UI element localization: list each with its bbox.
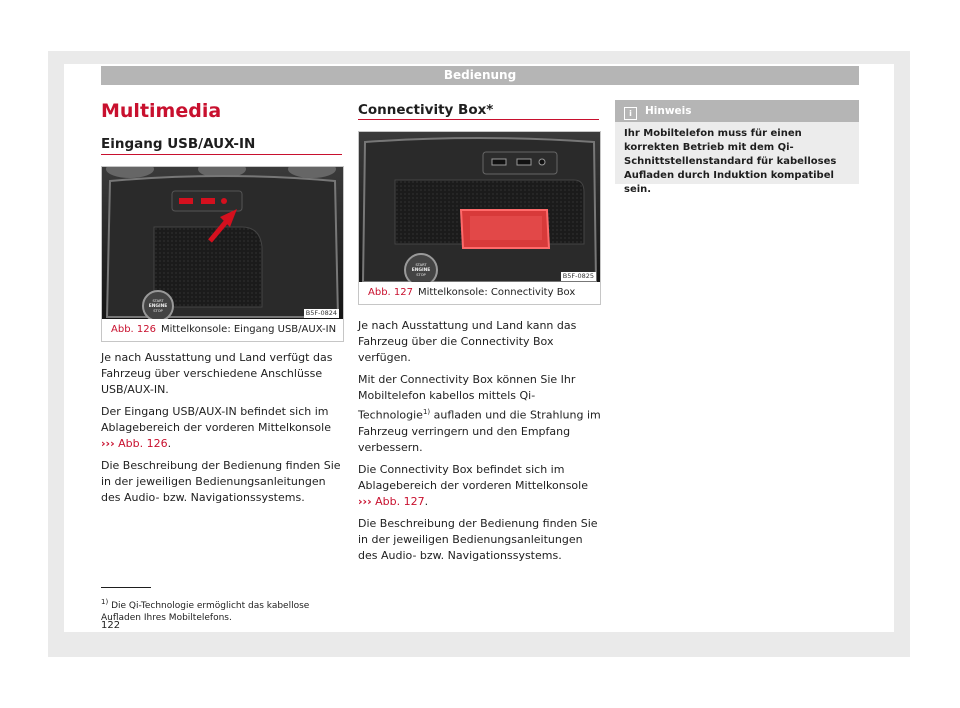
paragraph: Die Beschreibung der Bedienung finden Sie in der jeweiligen Bedienungsanleitungen des Audio- bzw. Navigationssystems.	[358, 516, 598, 562]
reference-arrow: ›››	[358, 494, 372, 508]
paragraph	[101, 404, 346, 452]
paragraph-text: Die Connectivity Box befindet sich im Ablagebereich der vorderen Mittelkonsole	[358, 462, 588, 492]
reference-label: Abb. 126	[118, 437, 168, 450]
figure-caption	[102, 319, 343, 341]
photo-label-engine: ENGINE	[148, 304, 168, 309]
paragraph	[358, 372, 603, 456]
figure-code: B5F-0825	[562, 272, 594, 280]
paragraph: Je nach Ausstattung und Land kann das Fahrzeug über die Connectivity Box verfügen.	[358, 319, 577, 364]
photo-label-stop: STOP	[416, 273, 426, 277]
figure-caption	[359, 282, 600, 304]
info-icon: i	[624, 107, 637, 120]
paragraph: Die Beschreibung der Bedienung finden Sie in der jeweiligen Bedienungsanleitungen des Audio- bzw. Navigationssystems.	[101, 459, 341, 504]
figure-caption-text: Mittelkonsole: Connectivity Box	[417, 287, 576, 298]
footnote	[101, 596, 346, 624]
paragraph-text: aufladen und die Strahlung im Fahrzeug verringern und den Empfang verbessern.	[358, 408, 601, 454]
paragraph-text: .	[424, 494, 429, 508]
paragraph: Je nach Ausstattung und Land verfügt das Fahrzeug über verschiedene Anschlüsse USB/AUX-IN.	[101, 351, 333, 396]
reference-label: Abb. 127	[375, 494, 425, 508]
figure-127	[358, 131, 601, 305]
page-number: 122	[101, 620, 121, 631]
note-body: Ihr Mobiltelefon muss für einen korrekten Betrieb mit dem Qi-Schnittstellenstandard für kabelloses Aufladen durch Induktion kompatibel sein.	[624, 128, 837, 195]
figure-number: Abb. 127	[368, 287, 413, 298]
photo-label-stop: STOP	[153, 309, 163, 313]
figure-caption-text: Mittelkonsole: Eingang USB/AUX-IN	[160, 324, 337, 335]
figure-reference-126[interactable]	[101, 437, 168, 450]
footnote-text: Die Qi-Technologie ermöglicht das kabellose Aufladen Ihres Mobiltelefons.	[101, 601, 310, 623]
note-heading: Hinweis	[645, 105, 692, 117]
paragraph-text: Der Eingang USB/AUX-IN befindet sich im Ablagebereich der vorderen Mittelkonsole	[101, 405, 331, 434]
photo-label-start: START	[152, 299, 164, 303]
paragraph-text: Mit der Connectivity Box können Sie Ihr Mobiltelefon kabellos mittels Qi-Technologie	[358, 373, 576, 422]
connectivity-box-illustration	[359, 132, 600, 282]
console-connectivity-photo	[359, 132, 600, 282]
reference-arrow: ›››	[101, 437, 115, 450]
col2-body	[358, 318, 603, 570]
footnote-mark: 1)	[101, 598, 109, 606]
footnote-rule	[101, 587, 151, 588]
figure-reference-127[interactable]	[358, 495, 425, 508]
section-rule	[101, 154, 342, 155]
section-rule	[358, 119, 599, 120]
note-header	[615, 100, 859, 122]
paragraph	[358, 462, 603, 510]
console-usb-illustration	[102, 167, 343, 319]
paragraph-text: .	[167, 437, 172, 450]
photo-label-start: START	[415, 263, 427, 267]
note-box	[615, 100, 859, 195]
section-title-connectivity: Connectivity Box*	[358, 102, 494, 118]
section-title-usb: Eingang USB/AUX-IN	[101, 136, 256, 152]
section-header: Bedienung	[101, 66, 859, 85]
photo-label-engine: ENGINE	[411, 268, 431, 273]
figure-126	[101, 166, 344, 342]
footnote-marker[interactable]: 1)	[422, 408, 431, 416]
col1-body	[101, 350, 346, 512]
figure-number: Abb. 126	[111, 324, 156, 335]
chapter-title: Multimedia	[101, 100, 222, 122]
console-usb-photo	[102, 167, 343, 319]
figure-code: B5F-0824	[305, 309, 337, 317]
